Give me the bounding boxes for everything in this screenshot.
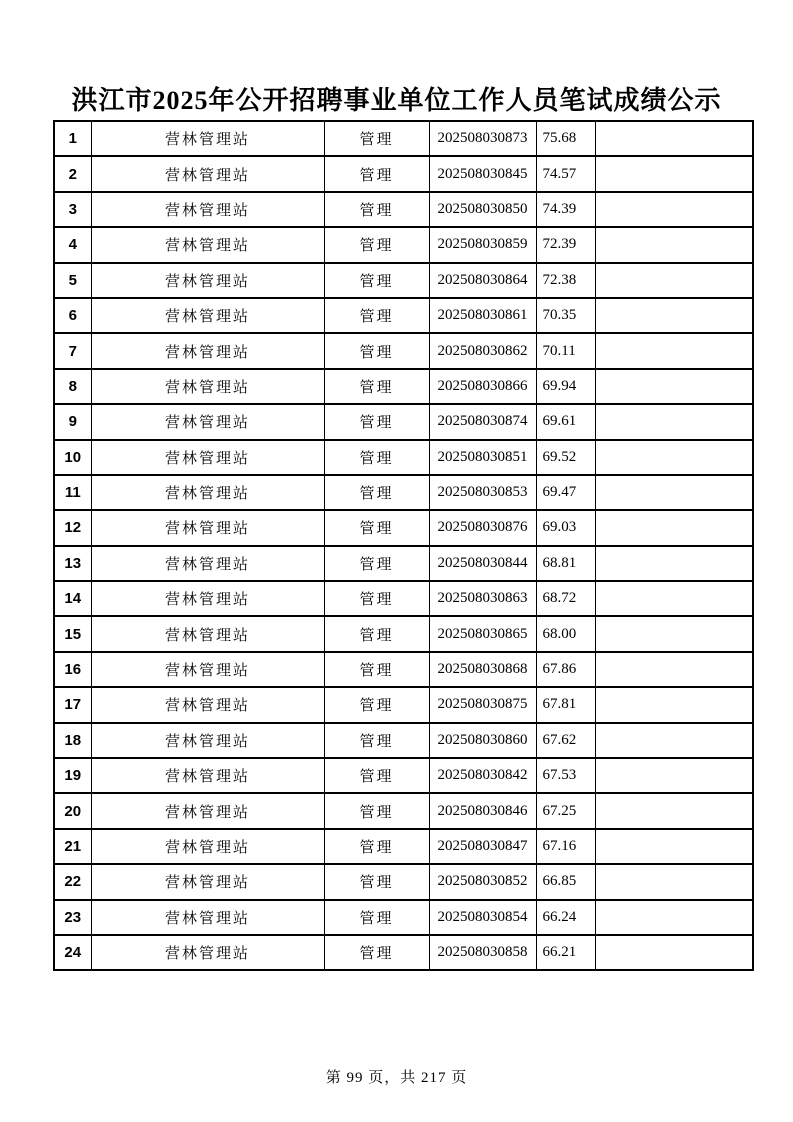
score-cell: 67.81 <box>536 687 595 722</box>
position-cell: 管理 <box>324 652 429 687</box>
exam-number-cell: 202508030845 <box>429 156 536 191</box>
position-cell: 管理 <box>324 369 429 404</box>
score-cell: 66.85 <box>536 864 595 899</box>
remark-cell <box>595 263 753 298</box>
unit-cell: 营林管理站 <box>91 156 324 191</box>
position-cell: 管理 <box>324 793 429 828</box>
position-cell: 管理 <box>324 404 429 439</box>
unit-cell: 营林管理站 <box>91 793 324 828</box>
position-cell: 管理 <box>324 935 429 970</box>
remark-cell <box>595 546 753 581</box>
exam-number-cell: 202508030851 <box>429 440 536 475</box>
table-row <box>54 723 753 758</box>
position-cell: 管理 <box>324 546 429 581</box>
position-cell: 管理 <box>324 687 429 722</box>
exam-number-cell: 202508030859 <box>429 227 536 262</box>
score-cell: 72.39 <box>536 227 595 262</box>
table-row <box>54 404 753 439</box>
score-cell: 67.86 <box>536 652 595 687</box>
exam-number-cell: 202508030860 <box>429 723 536 758</box>
table-row <box>54 510 753 545</box>
exam-number-cell: 202508030846 <box>429 793 536 828</box>
exam-number-cell: 202508030874 <box>429 404 536 439</box>
remark-cell <box>595 652 753 687</box>
score-cell: 75.68 <box>536 121 595 156</box>
position-cell: 管理 <box>324 121 429 156</box>
remark-cell <box>595 192 753 227</box>
score-cell: 69.47 <box>536 475 595 510</box>
unit-cell: 营林管理站 <box>91 616 324 651</box>
remark-cell <box>595 475 753 510</box>
position-cell: 管理 <box>324 440 429 475</box>
table-row <box>54 227 753 262</box>
position-cell: 管理 <box>324 298 429 333</box>
position-cell: 管理 <box>324 864 429 899</box>
remark-cell <box>595 156 753 191</box>
score-cell: 69.03 <box>536 510 595 545</box>
row-number-cell: 5 <box>54 263 91 298</box>
score-cell: 66.24 <box>536 900 595 935</box>
remark-cell <box>595 793 753 828</box>
remark-cell <box>595 404 753 439</box>
unit-cell: 营林管理站 <box>91 404 324 439</box>
unit-cell: 营林管理站 <box>91 758 324 793</box>
row-number-cell: 7 <box>54 333 91 368</box>
row-number-cell: 13 <box>54 546 91 581</box>
unit-cell: 营林管理站 <box>91 263 324 298</box>
remark-cell <box>595 369 753 404</box>
score-cell: 74.39 <box>536 192 595 227</box>
unit-cell: 营林管理站 <box>91 652 324 687</box>
remark-cell <box>595 829 753 864</box>
row-number-cell: 4 <box>54 227 91 262</box>
table-row <box>54 581 753 616</box>
position-cell: 管理 <box>324 758 429 793</box>
unit-cell: 营林管理站 <box>91 864 324 899</box>
unit-cell: 营林管理站 <box>91 192 324 227</box>
position-cell: 管理 <box>324 616 429 651</box>
unit-cell: 营林管理站 <box>91 546 324 581</box>
table-row <box>54 156 753 191</box>
exam-number-cell: 202508030864 <box>429 263 536 298</box>
exam-number-cell: 202508030865 <box>429 616 536 651</box>
row-number-cell: 23 <box>54 900 91 935</box>
table-row <box>54 440 753 475</box>
score-cell: 67.62 <box>536 723 595 758</box>
table-row <box>54 652 753 687</box>
exam-number-cell: 202508030844 <box>429 546 536 581</box>
score-cell: 70.35 <box>536 298 595 333</box>
position-cell: 管理 <box>324 156 429 191</box>
unit-cell: 营林管理站 <box>91 298 324 333</box>
exam-number-cell: 202508030873 <box>429 121 536 156</box>
table-row <box>54 900 753 935</box>
row-number-cell: 8 <box>54 369 91 404</box>
row-number-cell: 20 <box>54 793 91 828</box>
remark-cell <box>595 581 753 616</box>
unit-cell: 营林管理站 <box>91 723 324 758</box>
remark-cell <box>595 510 753 545</box>
score-cell: 70.11 <box>536 333 595 368</box>
row-number-cell: 22 <box>54 864 91 899</box>
position-cell: 管理 <box>324 192 429 227</box>
score-cell: 67.16 <box>536 829 595 864</box>
table-row <box>54 298 753 333</box>
unit-cell: 营林管理站 <box>91 121 324 156</box>
unit-cell: 营林管理站 <box>91 900 324 935</box>
position-cell: 管理 <box>324 829 429 864</box>
exam-number-cell: 202508030853 <box>429 475 536 510</box>
row-number-cell: 15 <box>54 616 91 651</box>
row-number-cell: 1 <box>54 121 91 156</box>
position-cell: 管理 <box>324 263 429 298</box>
exam-number-cell: 202508030868 <box>429 652 536 687</box>
score-cell: 69.52 <box>536 440 595 475</box>
table-row <box>54 475 753 510</box>
unit-cell: 营林管理站 <box>91 687 324 722</box>
row-number-cell: 10 <box>54 440 91 475</box>
table-row <box>54 687 753 722</box>
unit-cell: 营林管理站 <box>91 475 324 510</box>
exam-number-cell: 202508030876 <box>429 510 536 545</box>
table-row <box>54 369 753 404</box>
remark-cell <box>595 440 753 475</box>
table-row <box>54 121 753 156</box>
unit-cell: 营林管理站 <box>91 227 324 262</box>
position-cell: 管理 <box>324 227 429 262</box>
remark-cell <box>595 900 753 935</box>
unit-cell: 营林管理站 <box>91 333 324 368</box>
remark-cell <box>595 616 753 651</box>
table-row <box>54 758 753 793</box>
score-cell: 68.81 <box>536 546 595 581</box>
exam-number-cell: 202508030861 <box>429 298 536 333</box>
remark-cell <box>595 687 753 722</box>
row-number-cell: 16 <box>54 652 91 687</box>
row-number-cell: 24 <box>54 935 91 970</box>
page-title: 洪江市2025年公开招聘事业单位工作人员笔试成绩公示 <box>71 86 722 115</box>
row-number-cell: 14 <box>54 581 91 616</box>
unit-cell: 营林管理站 <box>91 369 324 404</box>
table-row <box>54 935 753 970</box>
remark-cell <box>595 298 753 333</box>
exam-number-cell: 202508030842 <box>429 758 536 793</box>
page-footer: 第 99 页，共 217 页 <box>325 1070 468 1086</box>
score-cell: 69.61 <box>536 404 595 439</box>
exam-number-cell: 202508030862 <box>429 333 536 368</box>
row-number-cell: 11 <box>54 475 91 510</box>
unit-cell: 营林管理站 <box>91 935 324 970</box>
table-row <box>54 864 753 899</box>
unit-cell: 营林管理站 <box>91 829 324 864</box>
score-cell: 74.57 <box>536 156 595 191</box>
row-number-cell: 21 <box>54 829 91 864</box>
remark-cell <box>595 864 753 899</box>
table-row <box>54 333 753 368</box>
remark-cell <box>595 333 753 368</box>
position-cell: 管理 <box>324 475 429 510</box>
row-number-cell: 12 <box>54 510 91 545</box>
score-cell: 72.38 <box>536 263 595 298</box>
remark-cell <box>595 723 753 758</box>
remark-cell <box>595 758 753 793</box>
table-row <box>54 192 753 227</box>
exam-number-cell: 202508030852 <box>429 864 536 899</box>
exam-number-cell: 202508030863 <box>429 581 536 616</box>
table-row <box>54 263 753 298</box>
table-row <box>54 793 753 828</box>
exam-number-cell: 202508030850 <box>429 192 536 227</box>
score-table-body <box>54 121 753 970</box>
table-row <box>54 829 753 864</box>
position-cell: 管理 <box>324 900 429 935</box>
unit-cell: 营林管理站 <box>91 440 324 475</box>
score-cell: 67.25 <box>536 793 595 828</box>
position-cell: 管理 <box>324 581 429 616</box>
score-table <box>53 120 754 971</box>
score-cell: 69.94 <box>536 369 595 404</box>
score-cell: 66.21 <box>536 935 595 970</box>
remark-cell <box>595 935 753 970</box>
unit-cell: 营林管理站 <box>91 510 324 545</box>
exam-number-cell: 202508030875 <box>429 687 536 722</box>
score-cell: 67.53 <box>536 758 595 793</box>
remark-cell <box>595 121 753 156</box>
exam-number-cell: 202508030847 <box>429 829 536 864</box>
row-number-cell: 2 <box>54 156 91 191</box>
row-number-cell: 18 <box>54 723 91 758</box>
row-number-cell: 19 <box>54 758 91 793</box>
row-number-cell: 6 <box>54 298 91 333</box>
position-cell: 管理 <box>324 723 429 758</box>
row-number-cell: 9 <box>54 404 91 439</box>
exam-number-cell: 202508030854 <box>429 900 536 935</box>
row-number-cell: 3 <box>54 192 91 227</box>
exam-number-cell: 202508030866 <box>429 369 536 404</box>
table-row <box>54 546 753 581</box>
row-number-cell: 17 <box>54 687 91 722</box>
score-cell: 68.00 <box>536 616 595 651</box>
table-row <box>54 616 753 651</box>
remark-cell <box>595 227 753 262</box>
score-cell: 68.72 <box>536 581 595 616</box>
position-cell: 管理 <box>324 510 429 545</box>
unit-cell: 营林管理站 <box>91 581 324 616</box>
position-cell: 管理 <box>324 333 429 368</box>
exam-number-cell: 202508030858 <box>429 935 536 970</box>
